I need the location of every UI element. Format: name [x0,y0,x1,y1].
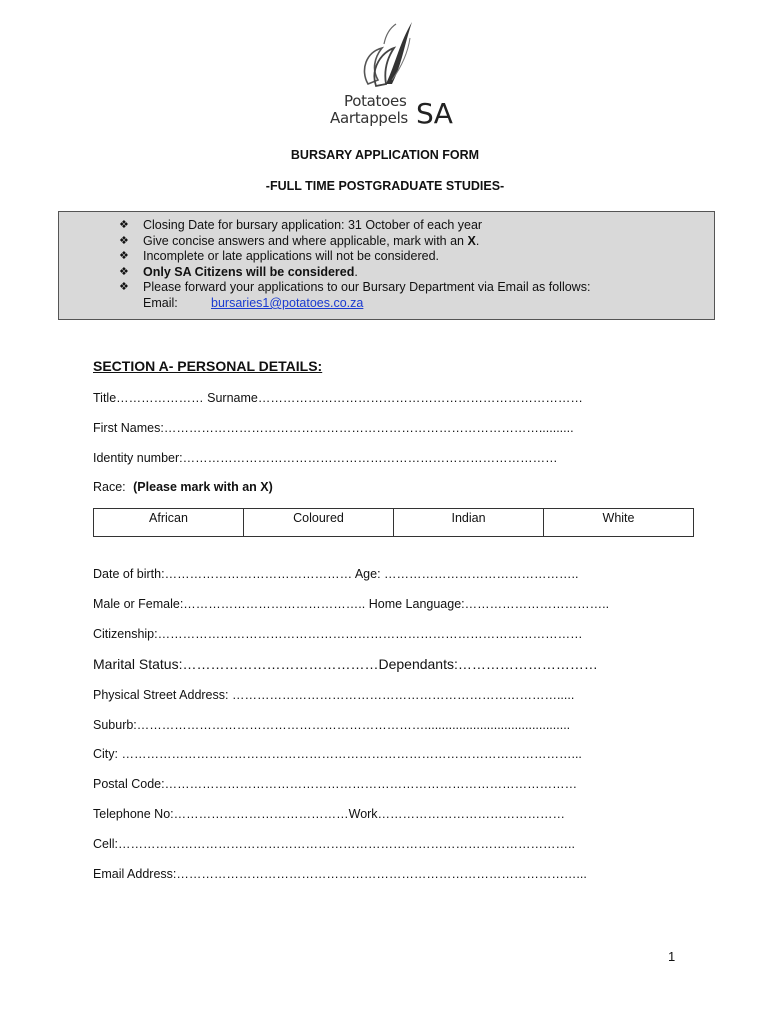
street-address-field[interactable]: Physical Street Address: ……………………………………………………………………..... [93,688,575,702]
marital-dependants-field[interactable]: Marital Status:……………………………………Dependants:………………………… [93,656,598,672]
race-label-row [93,480,273,494]
diamond-bullet-icon: ❖ [119,265,129,278]
instruction-closing-date [119,218,590,234]
instruction-bold-mark: X [467,233,476,248]
logo-wordmark [330,88,462,140]
gender-language-field[interactable]: Male or Female:…………………………………….. Home Language:…………………………….. [93,597,610,611]
instruction-concise-answers [119,234,590,250]
email-row [119,296,363,312]
city-field[interactable]: City: ………………………………………………………………………………………………... [93,747,582,761]
first-names-field[interactable]: First Names:……………………………………………………………………………….......... [93,421,574,435]
section-a-title: SECTION A- PERSONAL DETAILS: [93,358,323,374]
citizenship-field[interactable]: Citizenship:………………………………………………………………………………………… [93,627,583,641]
instruction-forward-email [119,280,590,296]
race-options-table [93,508,694,537]
dob-age-field[interactable]: Date of birth:……………………………………… Age: ……………………………………….. [93,567,579,581]
instruction-bold-text: Only SA Citizens will be considered [143,264,355,279]
diamond-bullet-icon: ❖ [119,250,129,262]
logo-text-sa: SA [416,97,453,130]
race-hint: (Please mark with an X) [133,480,273,494]
instruction-citizens-only [119,265,590,281]
potatoes-sa-logo [322,18,462,130]
race-option-white[interactable]: White [544,509,694,537]
identity-number-field[interactable]: Identity number:……………………………………………………………………………… [93,451,558,465]
race-option-indian[interactable]: Indian [394,509,544,537]
race-label: Race: [93,480,126,494]
logo-text-aartappels: Aartappels [330,109,408,127]
instruction-text: Closing Date for bursary application: 31 October of each year [143,218,483,232]
postal-code-field[interactable]: Postal Code:……………………………………………………………………………………… [93,777,578,791]
telephone-work-field[interactable]: Telephone No:……………………………………Work……………………………………… [93,807,566,821]
diamond-bullet-icon: ❖ [119,234,129,247]
form-subtitle: -FULL TIME POSTGRADUATE STUDIES- [265,179,505,193]
race-option-african[interactable]: African [94,509,244,537]
instruction-incomplete [119,249,590,265]
page-number: 1 [668,949,676,964]
potato-plant-logo-icon [356,18,418,90]
email-label: Email: [143,296,178,310]
cell-field[interactable]: Cell:……………………………………………………………………………………………….. [93,837,575,851]
instruction-text: Give concise answers and where applicable, mark with an [143,233,468,248]
diamond-bullet-icon: ❖ [119,219,129,231]
email-address-field[interactable]: Email Address:……………………………………………………………………………………... [93,867,587,881]
form-title: BURSARY APPLICATION FORM [290,148,480,162]
bursary-email-link[interactable]: bursaries1@potatoes.co.za [211,296,364,310]
diamond-bullet-icon: ❖ [119,281,129,293]
instruction-text-end: . [354,264,358,279]
title-surname-field[interactable]: Title………………… Surname…………………………………………………………………… [93,391,583,405]
instruction-text-end: . [475,233,480,248]
instructions-box [58,211,715,320]
instruction-text: Incomplete or late applications will not be considered. [143,249,440,263]
instructions-list [119,218,590,296]
instruction-text: Please forward your applications to our Bursary Department via Email as follows: [143,280,591,294]
logo-text-potatoes: Potatoes [344,92,407,110]
race-option-coloured[interactable]: Coloured [244,509,394,537]
suburb-field[interactable]: Suburb:…………………………………………………………….......................................... [93,718,571,732]
